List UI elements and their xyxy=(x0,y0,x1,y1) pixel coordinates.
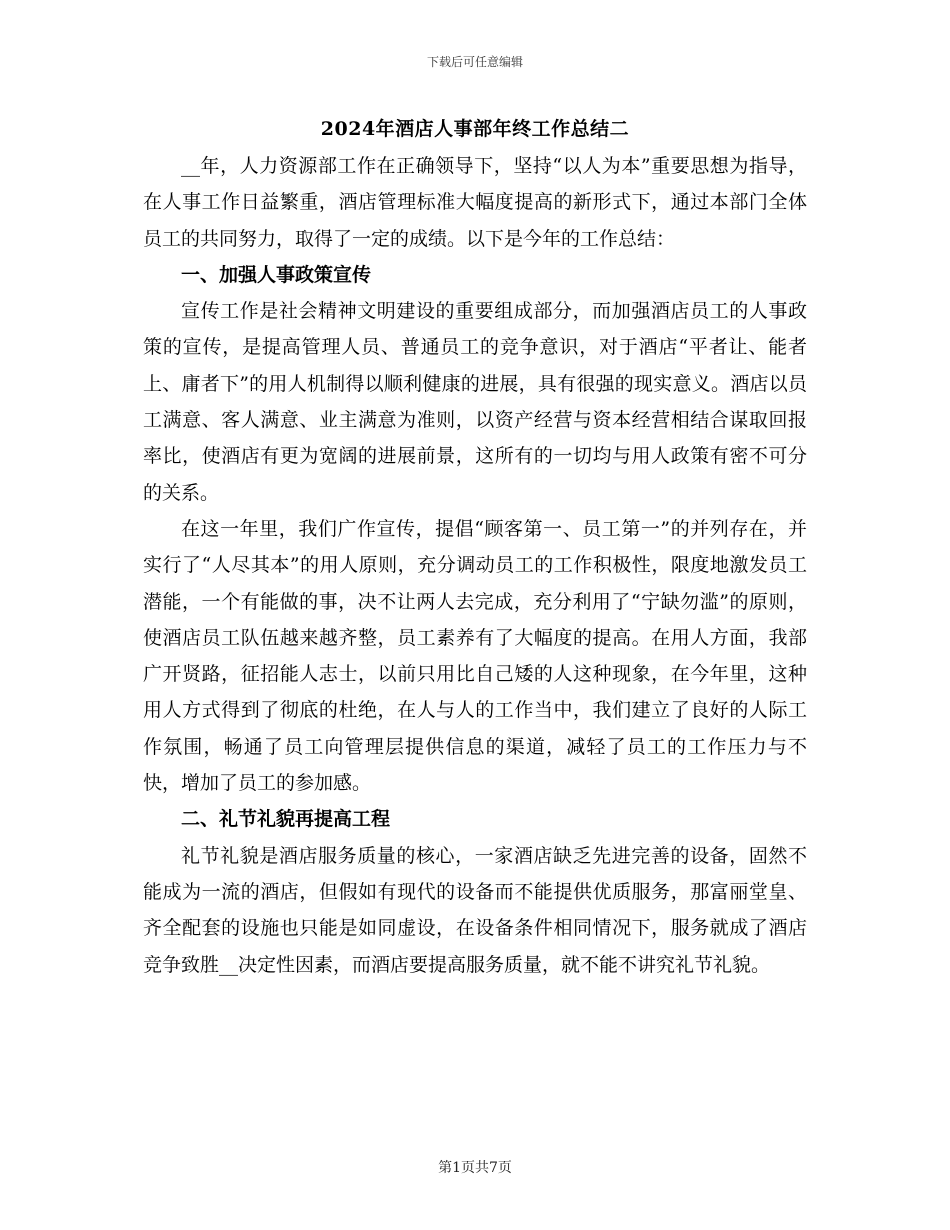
body-paragraph: 宣传工作是社会精神文明建设的重要组成部分，而加强酒店员工的人事政策的宣传，是提高管理人员、普通员工的竞争意识，对于酒店“平者让、能者上、庸者下”的用人机制得以顺利健康的进展，具有很强的现实意义。酒店以员工满意、客人满意、业主满意为准则，以资产经营与资本经营相结合谋取回报率比，使酒店有更为宽阔的进展前景，这所有的一切均与用人政策有密不可分的关系。 xyxy=(143,300,807,504)
section-heading-1: 一、加强人事政策宣传 xyxy=(181,263,372,286)
document-body xyxy=(143,148,807,983)
section-heading-2: 二、礼节礼貌再提高工程 xyxy=(181,808,391,831)
body-paragraph: 在这一年里，我们广作宣传，提倡“顾客第一、员工第一”的并列存在，并实行了“人尽其本”的用人原则，充分调动员工的工作积极性，限度地激发员工潜能，一个有能做的事，决不让两人去完成，充分利用了“宁缺勿滥”的原则，使酒店员工队伍越来越齐整，员工素养有了大幅度的提高。在用人方面，我部广开贤路，征招能人志士，以前只用比自己矮的人这种现象，在今年里，这种用人方式得到了彻底的杜绝，在人与人的工作当中，我们建立了良好的人际工作氛围，畅通了员工向管理层提供信息的渠道，减轻了员工的工作压力与不快，增加了员工的参加感。 xyxy=(143,517,807,795)
intro-paragraph: __年，人力资源部工作在正确领导下，坚持“以人为本”重要思想为指导，在人事工作日益繁重，酒店管理标准大幅度提高的新形式下，通过本部门全体员工的共同努力，取得了一定的成绩。以下是今年的工作总结： xyxy=(143,155,807,250)
page-number-footer: 第1页共7页 xyxy=(438,1160,512,1176)
body-paragraph: 礼节礼貌是酒店服务质量的核心，一家酒店缺乏先进完善的设备，固然不能成为一流的酒店，但假如有现代的设备而不能提供优质服务，那富丽堂皇、齐全配套的设施也只能是如同虚设，在设备条件相同情况下，服务就成了酒店竞争致胜__决定性因素，而酒店要提高服务质量，就不能不讲究礼节礼貌。 xyxy=(143,844,807,976)
document-title: 2024年酒店人事部年终工作总结二 xyxy=(320,118,630,140)
header-note: 下载后可任意编辑 xyxy=(426,55,523,69)
